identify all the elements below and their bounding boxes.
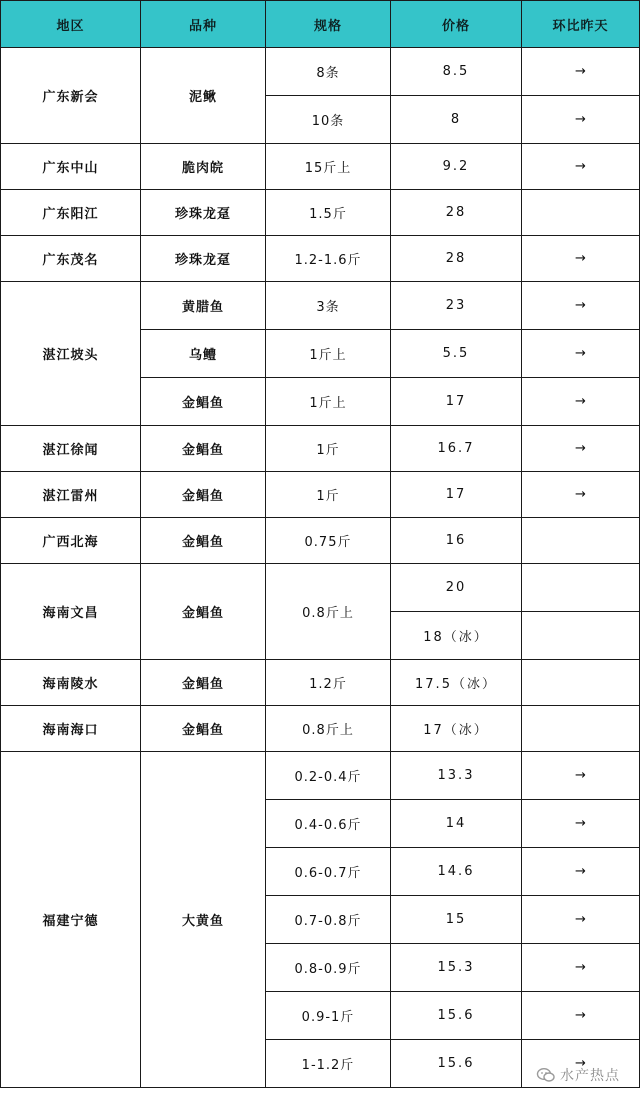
cell-price: 17.5（冰）: [391, 660, 522, 706]
right-arrow-icon: →: [575, 346, 586, 361]
table-row: [1, 564, 640, 612]
cell-region: 湛江坡头: [1, 282, 141, 426]
right-arrow-icon: →: [575, 912, 586, 927]
cell-region: 广西北海: [1, 518, 141, 564]
header-spec: 规格: [266, 1, 391, 48]
right-arrow-icon: →: [575, 251, 586, 266]
cell-spec: 0.9-1斤: [266, 992, 391, 1040]
cell-price: 17: [391, 378, 522, 426]
cell-spec: 1.2斤: [266, 660, 391, 706]
cell-spec: 0.2-0.4斤: [266, 752, 391, 800]
cell-price: 13.3: [391, 752, 522, 800]
cell-species: 金鲳鱼: [141, 378, 266, 426]
cell-trend: [522, 144, 640, 190]
cell-species: 金鲳鱼: [141, 660, 266, 706]
cell-spec: 3条: [266, 282, 391, 330]
cell-trend: [522, 660, 640, 706]
cell-spec: 10条: [266, 96, 391, 144]
cell-spec: 0.75斤: [266, 518, 391, 564]
cell-species: 金鲳鱼: [141, 472, 266, 518]
cell-spec: 1斤上: [266, 330, 391, 378]
cell-price: 28: [391, 236, 522, 282]
cell-trend: [522, 330, 640, 378]
watermark-text: 水产热点: [560, 1068, 620, 1084]
cell-spec: 1-1.2斤: [266, 1040, 391, 1088]
cell-trend: [522, 848, 640, 896]
cell-species: 金鲳鱼: [141, 518, 266, 564]
table-row: [1, 144, 640, 190]
table-row: [1, 706, 640, 752]
cell-price: 14: [391, 800, 522, 848]
right-arrow-icon: →: [575, 441, 586, 456]
table-row: [1, 660, 640, 706]
cell-spec: 1.2-1.6斤: [266, 236, 391, 282]
right-arrow-icon: →: [575, 394, 586, 409]
cell-region: 广东中山: [1, 144, 141, 190]
cell-price: 9.2: [391, 144, 522, 190]
cell-spec: 1斤: [266, 426, 391, 472]
cell-price: 15: [391, 896, 522, 944]
cell-region: 海南陵水: [1, 660, 141, 706]
cell-price: 20: [391, 564, 522, 612]
cell-price: 16: [391, 518, 522, 564]
table-row: [1, 472, 640, 518]
cell-price: 23: [391, 282, 522, 330]
cell-species: 乌鳢: [141, 330, 266, 378]
cell-region: 福建宁德: [1, 752, 141, 1088]
right-arrow-icon: →: [575, 64, 586, 79]
right-arrow-icon: →: [575, 768, 586, 783]
cell-price: 8: [391, 96, 522, 144]
cell-spec: 0.6-0.7斤: [266, 848, 391, 896]
right-arrow-icon: →: [575, 159, 586, 174]
right-arrow-icon: →: [575, 1008, 586, 1023]
header-trend: 环比昨天: [522, 1, 640, 48]
table-row: [1, 282, 640, 330]
table-row: [1, 752, 640, 800]
table-row: [1, 236, 640, 282]
right-arrow-icon: →: [575, 298, 586, 313]
right-arrow-icon: →: [575, 112, 586, 127]
table-row: [1, 518, 640, 564]
cell-species: 脆肉皖: [141, 144, 266, 190]
cell-region: 海南文昌: [1, 564, 141, 660]
right-arrow-icon: →: [575, 960, 586, 975]
header-region: 地区: [1, 1, 141, 48]
cell-price: 5.5: [391, 330, 522, 378]
cell-region: 广东茂名: [1, 236, 141, 282]
cell-price: 18（冰）: [391, 612, 522, 660]
cell-species: 金鲳鱼: [141, 564, 266, 660]
cell-price: 15.6: [391, 1040, 522, 1088]
cell-spec: 0.4-0.6斤: [266, 800, 391, 848]
cell-price: 16.7: [391, 426, 522, 472]
cell-price: 14.6: [391, 848, 522, 896]
cell-region: 湛江雷州: [1, 472, 141, 518]
cell-spec: 0.8斤上: [266, 706, 391, 752]
cell-spec: 0.8-0.9斤: [266, 944, 391, 992]
cell-price: 17: [391, 472, 522, 518]
cell-price: 15.3: [391, 944, 522, 992]
cell-price: 17（冰）: [391, 706, 522, 752]
cell-spec: 1.5斤: [266, 190, 391, 236]
cell-species: 泥鳅: [141, 48, 266, 144]
cell-species: 金鲳鱼: [141, 706, 266, 752]
cell-region: 湛江徐闻: [1, 426, 141, 472]
right-arrow-icon: →: [575, 816, 586, 831]
cell-trend: [522, 518, 640, 564]
cell-region: 广东阳江: [1, 190, 141, 236]
table-body: [1, 48, 640, 1088]
cell-species: 黄腊鱼: [141, 282, 266, 330]
cell-trend: [522, 236, 640, 282]
cell-trend: [522, 190, 640, 236]
cell-spec: 0.7-0.8斤: [266, 896, 391, 944]
cell-region: 广东新会: [1, 48, 141, 144]
table-row: [1, 48, 640, 96]
cell-trend: [522, 992, 640, 1040]
cell-trend: [522, 282, 640, 330]
cell-trend: [522, 944, 640, 992]
cell-trend: [522, 564, 640, 612]
cell-trend: [522, 612, 640, 660]
cell-trend: [522, 96, 640, 144]
cell-trend: [522, 706, 640, 752]
header-price: 价格: [391, 1, 522, 48]
watermark: [536, 1065, 620, 1085]
cell-species: 珍珠龙趸: [141, 190, 266, 236]
table-row: [1, 190, 640, 236]
cell-trend: [522, 800, 640, 848]
wechat-official-account-icon: [536, 1067, 556, 1083]
cell-price: 28: [391, 190, 522, 236]
cell-spec: 15斤上: [266, 144, 391, 190]
cell-spec: 1斤: [266, 472, 391, 518]
cell-trend: [522, 472, 640, 518]
cell-trend: [522, 426, 640, 472]
cell-spec: 0.8斤上: [266, 564, 391, 660]
right-arrow-icon: →: [575, 487, 586, 502]
cell-species: 珍珠龙趸: [141, 236, 266, 282]
cell-trend: [522, 896, 640, 944]
table-row: [1, 426, 640, 472]
cell-trend: [522, 48, 640, 96]
header-species: 品种: [141, 1, 266, 48]
cell-trend: [522, 378, 640, 426]
header-row: [1, 1, 640, 48]
cell-price: 15.6: [391, 992, 522, 1040]
right-arrow-icon: →: [575, 1056, 586, 1071]
cell-species: 大黄鱼: [141, 752, 266, 1088]
cell-spec: 1斤上: [266, 378, 391, 426]
cell-species: 金鲳鱼: [141, 426, 266, 472]
cell-region: 海南海口: [1, 706, 141, 752]
right-arrow-icon: →: [575, 864, 586, 879]
cell-spec: 8条: [266, 48, 391, 96]
cell-trend: [522, 752, 640, 800]
cell-price: 8.5: [391, 48, 522, 96]
